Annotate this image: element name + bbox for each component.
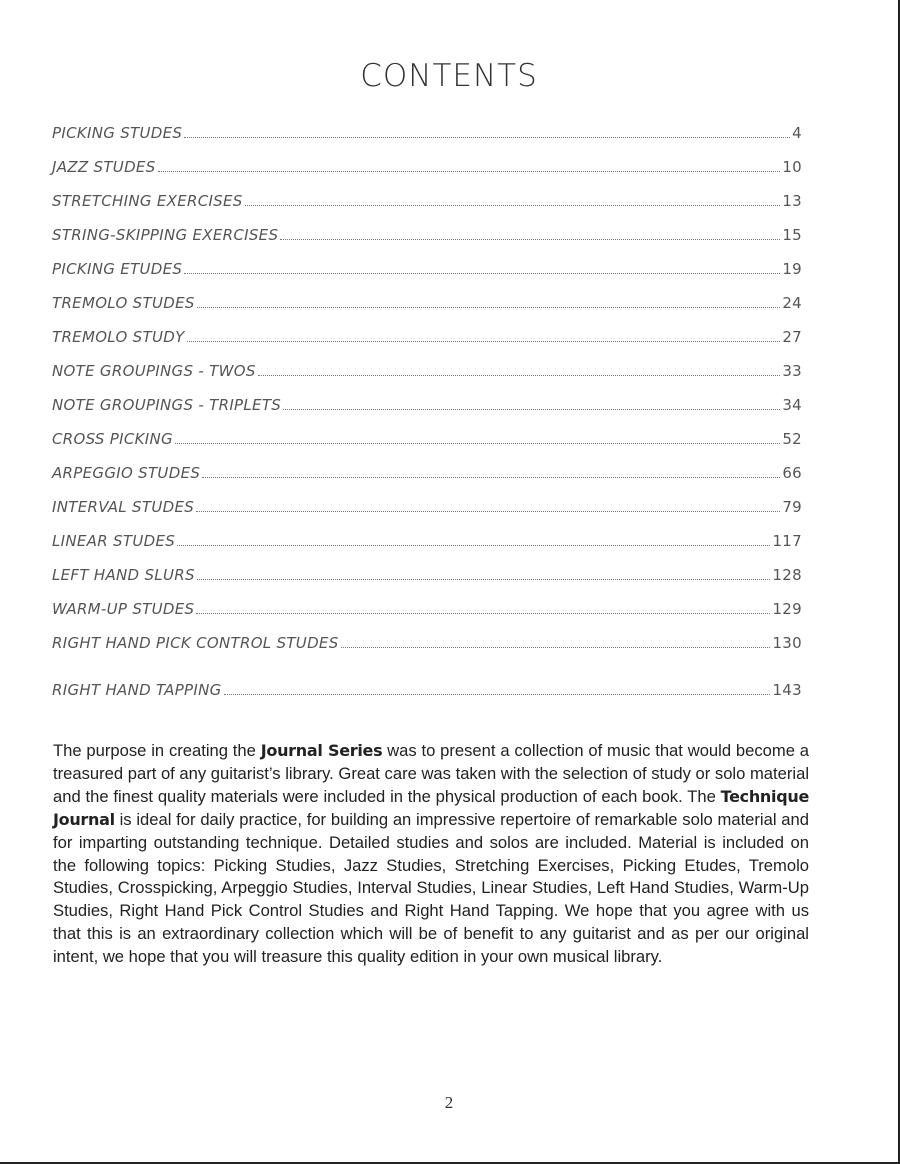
toc-entry[interactable] — [52, 314, 802, 348]
journal-series-bold: Journal Series — [260, 741, 383, 760]
intro-text-1: The purpose in creating the — [53, 741, 261, 760]
toc-entry-page: 33 — [782, 362, 802, 380]
toc-entry[interactable] — [52, 552, 802, 586]
toc-entry[interactable] — [52, 416, 802, 450]
toc-leader-dots — [196, 613, 770, 614]
technique-journal-bold: Technique Journal — [53, 786, 809, 829]
toc-leader-dots — [224, 694, 771, 695]
toc-entry-label: CROSS PICKING — [52, 430, 173, 448]
toc-leader-dots — [196, 511, 780, 512]
toc-entry-label: RIGHT HAND TAPPING — [52, 681, 222, 699]
table-of-contents — [52, 110, 802, 701]
toc-entry-page: 52 — [782, 430, 802, 448]
toc-leader-dots — [177, 545, 770, 546]
toc-entry-page: 10 — [782, 158, 802, 176]
toc-leader-dots — [197, 579, 771, 580]
toc-entry[interactable] — [52, 620, 802, 654]
toc-entry-page: 128 — [772, 566, 802, 584]
toc-entry[interactable] — [52, 518, 802, 552]
toc-leader-dots — [184, 273, 780, 274]
page-title: CONTENTS — [360, 58, 538, 94]
toc-leader-dots — [245, 205, 781, 206]
toc-leader-dots — [202, 477, 780, 478]
toc-entry-label: LEFT HAND SLURS — [52, 566, 195, 584]
toc-entry[interactable] — [52, 110, 802, 144]
toc-entry-page: 4 — [792, 124, 802, 142]
toc-entry-page: 15 — [782, 226, 802, 244]
toc-entry-page: 19 — [782, 260, 802, 278]
toc-entry-label: TREMOLO STUDY — [52, 328, 185, 346]
toc-leader-dots — [175, 443, 780, 444]
toc-entry-label: JAZZ STUDES — [52, 158, 156, 176]
toc-entry-label: WARM-UP STUDES — [52, 600, 195, 618]
toc-entry-label: LINEAR STUDES — [52, 532, 176, 550]
toc-leader-dots — [280, 239, 780, 240]
toc-entry[interactable] — [52, 144, 802, 178]
toc-entry[interactable] — [52, 450, 802, 484]
intro-text-2: was to present a collection of music that would become a treasured part of any guitarist’s library. Great care was taken with the selection of study or solo material and the finest quality materials were included in the physical production of each book. The — [53, 741, 809, 806]
toc-entry-page: 129 — [772, 600, 802, 618]
page-number: 2 — [444, 1093, 454, 1112]
toc-entry-label: PICKING STUDES — [52, 124, 183, 142]
toc-entry-page: 13 — [782, 192, 802, 210]
toc-entry-label: STRING-SKIPPING EXERCISES — [52, 226, 279, 244]
toc-entry-page: 130 — [772, 634, 802, 652]
toc-leader-dots — [197, 307, 781, 308]
toc-entry[interactable] — [52, 586, 802, 620]
toc-entry[interactable] — [52, 280, 802, 314]
toc-leader-dots — [187, 341, 781, 342]
toc-entry-label: TREMOLO STUDES — [52, 294, 195, 312]
toc-entry-page: 34 — [782, 396, 802, 414]
toc-leader-dots — [158, 171, 781, 172]
toc-entry-page: 27 — [782, 328, 802, 346]
toc-entry-label: NOTE GROUPINGS - TWOS — [52, 362, 256, 380]
toc-entry-page: 143 — [772, 681, 802, 699]
toc-entry[interactable] — [52, 667, 802, 701]
toc-entry[interactable] — [52, 212, 802, 246]
toc-entry[interactable] — [52, 246, 802, 280]
intro-paragraph — [53, 740, 809, 969]
toc-entry-page: 66 — [782, 464, 802, 482]
toc-entry-label: PICKING ETUDES — [52, 260, 183, 278]
toc-entry-label: INTERVAL STUDES — [52, 498, 195, 516]
toc-entry-page: 24 — [782, 294, 802, 312]
intro-text-3: is ideal for daily practice, for building an impressive repertoire of remarkable solo material and for imparting outstanding technique. Detailed studies and solos are included. Material is included on the following topics: Picking Studies, Jazz Studies, Stretching Exercises, Picking Etudes, Tremolo Studies, Crosspicking, Arpeggio Studies, Interval Studies, Linear Studies, Left Hand Studies, Warm-Up Studies, Right Hand Pick Control Studies and Right Hand Tapping. We hope that you agree with us that this is an extraordinary collection which will be of benefit to any guitarist and as per our original intent, we hope that you will treasure this quality edition in your own musical library. — [53, 809, 809, 967]
toc-leader-dots — [283, 409, 780, 410]
toc-leader-dots — [184, 137, 790, 138]
toc-entry[interactable] — [52, 484, 802, 518]
toc-entry-label: STRETCHING EXERCISES — [52, 192, 243, 210]
toc-entry[interactable] — [52, 348, 802, 382]
toc-entry-label: NOTE GROUPINGS - TRIPLETS — [52, 396, 282, 414]
toc-entry[interactable] — [52, 178, 802, 212]
toc-entry-page: 79 — [782, 498, 802, 516]
toc-entry-label: RIGHT HAND PICK CONTROL STUDES — [52, 634, 339, 652]
toc-entry-label: ARPEGGIO STUDES — [52, 464, 201, 482]
toc-leader-dots — [341, 647, 771, 648]
toc-entry[interactable] — [52, 382, 802, 416]
toc-leader-dots — [258, 375, 781, 376]
toc-entry-page: 117 — [772, 532, 802, 550]
